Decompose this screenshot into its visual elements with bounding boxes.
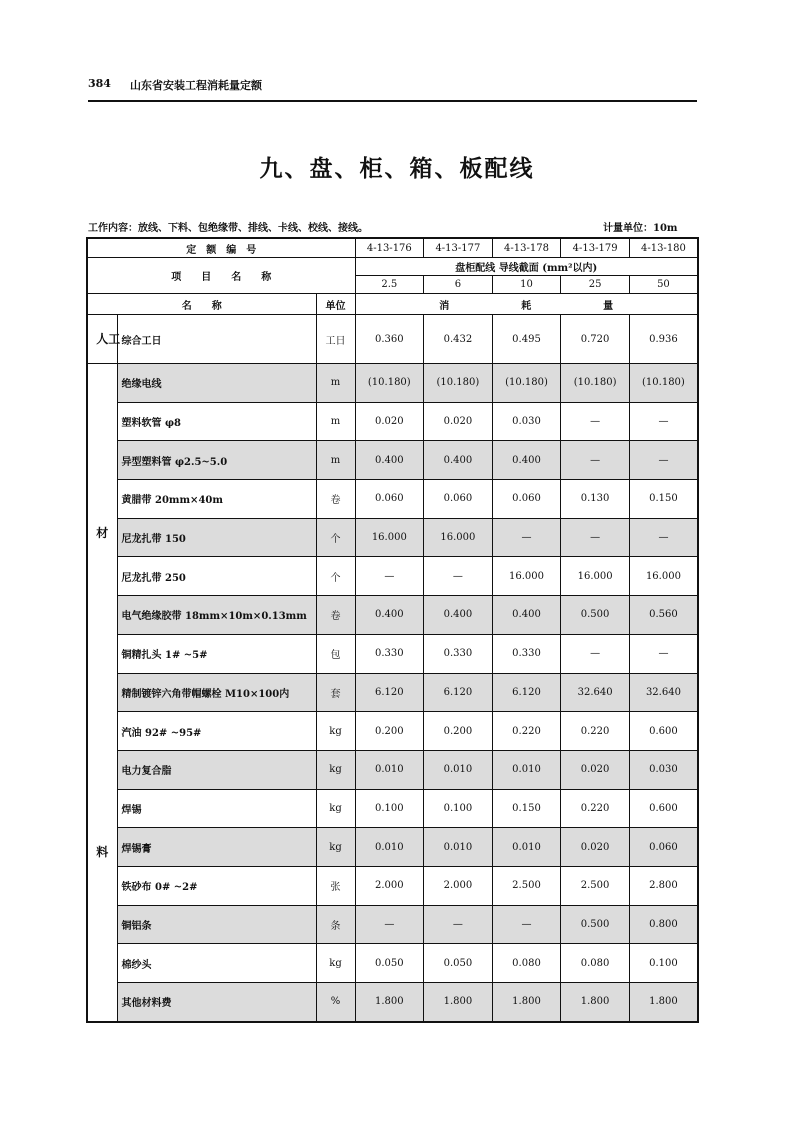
material-unit: 卷 bbox=[316, 480, 355, 519]
material-value: 0.010 bbox=[355, 750, 424, 789]
material-value: 1.800 bbox=[355, 983, 424, 1022]
material-value: 2.000 bbox=[355, 866, 424, 905]
material-value: 2.500 bbox=[492, 866, 561, 905]
material-name: 异型塑料管 φ2.5~5.0 bbox=[117, 441, 316, 480]
material-name: 尼龙扎带 250 bbox=[117, 557, 316, 596]
labor-name: 综合工日 bbox=[117, 315, 316, 364]
material-value: — bbox=[629, 518, 698, 557]
material-value: 2.000 bbox=[424, 866, 493, 905]
material-value: 1.800 bbox=[492, 983, 561, 1022]
labor-row bbox=[87, 315, 698, 364]
material-value: — bbox=[629, 402, 698, 441]
material-name: 电气绝缘胶带 18mm×10m×0.13mm bbox=[117, 596, 316, 635]
section-title: 九、盘、柜、箱、板配线 bbox=[259, 155, 535, 182]
quota-code: 4-13-176 bbox=[355, 238, 424, 258]
material-value: 1.800 bbox=[561, 983, 630, 1022]
material-row bbox=[87, 828, 698, 867]
material-row bbox=[87, 789, 698, 828]
material-row bbox=[87, 866, 698, 905]
material-value: 16.000 bbox=[424, 518, 493, 557]
material-unit: 个 bbox=[316, 557, 355, 596]
material-value: 32.640 bbox=[561, 673, 630, 712]
material-value: 6.120 bbox=[424, 673, 493, 712]
material-name: 铁砂布 0# ~2# bbox=[117, 866, 316, 905]
material-row bbox=[87, 750, 698, 789]
material-value: 0.150 bbox=[629, 480, 698, 519]
material-value: 0.330 bbox=[492, 634, 561, 673]
material-value: 0.020 bbox=[561, 750, 630, 789]
quota-code: 4-13-177 bbox=[424, 238, 493, 258]
material-name: 尼龙扎带 150 bbox=[117, 518, 316, 557]
material-row bbox=[87, 402, 698, 441]
wire-size: 6 bbox=[424, 276, 493, 294]
material-value: 6.120 bbox=[355, 673, 424, 712]
material-value: 0.020 bbox=[424, 402, 493, 441]
material-unit: 卷 bbox=[316, 596, 355, 635]
material-unit: 条 bbox=[316, 905, 355, 944]
material-row bbox=[87, 557, 698, 596]
material-value: 0.800 bbox=[629, 905, 698, 944]
material-name: 其他材料费 bbox=[117, 983, 316, 1022]
col-unit-label: 单位 bbox=[316, 294, 355, 315]
consumption-char: 消 bbox=[439, 300, 450, 312]
wire-size: 2.5 bbox=[355, 276, 424, 294]
material-value: — bbox=[424, 557, 493, 596]
material-value: (10.180) bbox=[355, 364, 424, 403]
material-value: 0.400 bbox=[492, 441, 561, 480]
material-value: 0.060 bbox=[355, 480, 424, 519]
quota-code-row bbox=[87, 238, 698, 258]
material-value: 32.640 bbox=[629, 673, 698, 712]
material-value: 0.060 bbox=[629, 828, 698, 867]
labor-value: 0.720 bbox=[561, 315, 630, 364]
material-value: (10.180) bbox=[561, 364, 630, 403]
material-value: — bbox=[561, 441, 630, 480]
material-row bbox=[87, 673, 698, 712]
material-category-char: 料 bbox=[96, 844, 109, 859]
material-unit: m bbox=[316, 402, 355, 441]
material-unit: m bbox=[316, 441, 355, 480]
material-value: 0.050 bbox=[424, 944, 493, 983]
labor-value: 0.432 bbox=[424, 315, 493, 364]
material-value: 0.100 bbox=[424, 789, 493, 828]
material-value: — bbox=[492, 518, 561, 557]
material-row bbox=[87, 480, 698, 519]
page-header bbox=[88, 74, 697, 102]
material-value: 0.400 bbox=[355, 596, 424, 635]
quota-code: 4-13-178 bbox=[492, 238, 561, 258]
material-value: 0.130 bbox=[561, 480, 630, 519]
material-value: 0.010 bbox=[424, 828, 493, 867]
material-row bbox=[87, 983, 698, 1022]
labor-category: 人工 bbox=[87, 315, 117, 364]
material-value: 0.400 bbox=[492, 596, 561, 635]
page-number: 384 bbox=[88, 77, 111, 90]
material-unit: kg bbox=[316, 944, 355, 983]
material-value: 0.400 bbox=[424, 441, 493, 480]
material-value: — bbox=[492, 905, 561, 944]
quota-code: 4-13-179 bbox=[561, 238, 630, 258]
material-value: 1.800 bbox=[629, 983, 698, 1022]
material-value: (10.180) bbox=[424, 364, 493, 403]
material-value: 1.800 bbox=[424, 983, 493, 1022]
work-content: 工作内容：放线、下料、包绝缘带、排线、卡线、校线、接线。 bbox=[88, 223, 368, 234]
material-value: 0.220 bbox=[561, 712, 630, 751]
material-value: 0.010 bbox=[492, 828, 561, 867]
material-value: 0.600 bbox=[629, 789, 698, 828]
material-row bbox=[87, 364, 698, 403]
material-value: — bbox=[629, 441, 698, 480]
material-value: 0.010 bbox=[424, 750, 493, 789]
quota-table bbox=[86, 237, 699, 1023]
material-value: 0.150 bbox=[492, 789, 561, 828]
material-value: 0.020 bbox=[561, 828, 630, 867]
material-value: 0.080 bbox=[561, 944, 630, 983]
labor-value: 0.360 bbox=[355, 315, 424, 364]
material-value: 0.400 bbox=[424, 596, 493, 635]
material-unit: m bbox=[316, 364, 355, 403]
material-row bbox=[87, 596, 698, 635]
material-row bbox=[87, 634, 698, 673]
material-value: 0.500 bbox=[561, 905, 630, 944]
material-value: 0.220 bbox=[492, 712, 561, 751]
material-value: 0.220 bbox=[561, 789, 630, 828]
material-name: 绝缘电线 bbox=[117, 364, 316, 403]
material-value: 0.010 bbox=[355, 828, 424, 867]
material-name: 焊锡膏 bbox=[117, 828, 316, 867]
material-name: 黄腊带 20mm×40m bbox=[117, 480, 316, 519]
material-value: 0.020 bbox=[355, 402, 424, 441]
material-value: 6.120 bbox=[492, 673, 561, 712]
material-name: 塑料软管 φ8 bbox=[117, 402, 316, 441]
col-name-label: 名 称 bbox=[87, 294, 316, 315]
material-name: 电力复合脂 bbox=[117, 750, 316, 789]
material-name: 铜铝条 bbox=[117, 905, 316, 944]
material-value: 0.030 bbox=[629, 750, 698, 789]
material-value: (10.180) bbox=[629, 364, 698, 403]
material-value: — bbox=[561, 634, 630, 673]
material-value: 0.500 bbox=[561, 596, 630, 635]
material-value: 0.400 bbox=[355, 441, 424, 480]
material-value: 0.080 bbox=[492, 944, 561, 983]
consumption-char: 耗 bbox=[521, 300, 532, 312]
material-value: 2.800 bbox=[629, 866, 698, 905]
material-value: 0.050 bbox=[355, 944, 424, 983]
material-row bbox=[87, 944, 698, 983]
material-value: 0.030 bbox=[492, 402, 561, 441]
material-value: 0.060 bbox=[492, 480, 561, 519]
material-row bbox=[87, 441, 698, 480]
material-category bbox=[87, 364, 117, 1022]
material-value: 16.000 bbox=[492, 557, 561, 596]
material-unit: kg bbox=[316, 712, 355, 751]
quota-code: 4-13-180 bbox=[629, 238, 698, 258]
material-value: 0.010 bbox=[492, 750, 561, 789]
material-value: — bbox=[355, 557, 424, 596]
material-value: 0.560 bbox=[629, 596, 698, 635]
material-unit: 套 bbox=[316, 673, 355, 712]
group-row bbox=[87, 258, 698, 276]
book-title: 山东省安装工程消耗量定额 bbox=[130, 79, 262, 92]
group-label: 盘柜配线 导线截面 (mm²以内) bbox=[355, 258, 698, 276]
labor-value: 0.936 bbox=[629, 315, 698, 364]
material-unit: 包 bbox=[316, 634, 355, 673]
material-name: 铜精扎头 1# ~5# bbox=[117, 634, 316, 673]
material-name: 精制镀锌六角带帽螺栓 M10×100内 bbox=[117, 673, 316, 712]
material-value: 0.200 bbox=[355, 712, 424, 751]
material-value: 0.100 bbox=[629, 944, 698, 983]
material-unit: kg bbox=[316, 750, 355, 789]
material-row bbox=[87, 712, 698, 751]
material-value: 16.000 bbox=[561, 557, 630, 596]
material-value: 0.330 bbox=[355, 634, 424, 673]
material-unit: kg bbox=[316, 789, 355, 828]
material-name: 焊锡 bbox=[117, 789, 316, 828]
material-name: 棉纱头 bbox=[117, 944, 316, 983]
material-unit: % bbox=[316, 983, 355, 1022]
material-unit: 张 bbox=[316, 866, 355, 905]
material-name: 汽油 92# ~95# bbox=[117, 712, 316, 751]
item-name-label: 项 目 名 称 bbox=[87, 258, 355, 294]
material-value: 2.500 bbox=[561, 866, 630, 905]
wire-size: 10 bbox=[492, 276, 561, 294]
material-value: — bbox=[355, 905, 424, 944]
labor-unit: 工日 bbox=[316, 315, 355, 364]
material-unit: kg bbox=[316, 828, 355, 867]
material-value: — bbox=[561, 402, 630, 441]
material-value: 0.060 bbox=[424, 480, 493, 519]
consumption-label bbox=[355, 294, 698, 315]
material-value: (10.180) bbox=[492, 364, 561, 403]
material-value: — bbox=[561, 518, 630, 557]
column-header-row bbox=[87, 294, 698, 315]
measure-unit: 计量单位：10m bbox=[603, 223, 678, 234]
material-unit: 个 bbox=[316, 518, 355, 557]
consumption-char: 量 bbox=[603, 300, 614, 312]
material-value: 16.000 bbox=[629, 557, 698, 596]
quota-code-label: 定 额 编 号 bbox=[87, 238, 355, 258]
material-value: — bbox=[424, 905, 493, 944]
wire-size: 50 bbox=[629, 276, 698, 294]
wire-size: 25 bbox=[561, 276, 630, 294]
material-value: 0.600 bbox=[629, 712, 698, 751]
material-value: 0.100 bbox=[355, 789, 424, 828]
material-category-char: 材 bbox=[96, 526, 109, 541]
material-value: 0.330 bbox=[424, 634, 493, 673]
material-value: — bbox=[629, 634, 698, 673]
labor-value: 0.495 bbox=[492, 315, 561, 364]
material-row bbox=[87, 518, 698, 557]
material-value: 16.000 bbox=[355, 518, 424, 557]
material-row bbox=[87, 905, 698, 944]
material-value: 0.200 bbox=[424, 712, 493, 751]
